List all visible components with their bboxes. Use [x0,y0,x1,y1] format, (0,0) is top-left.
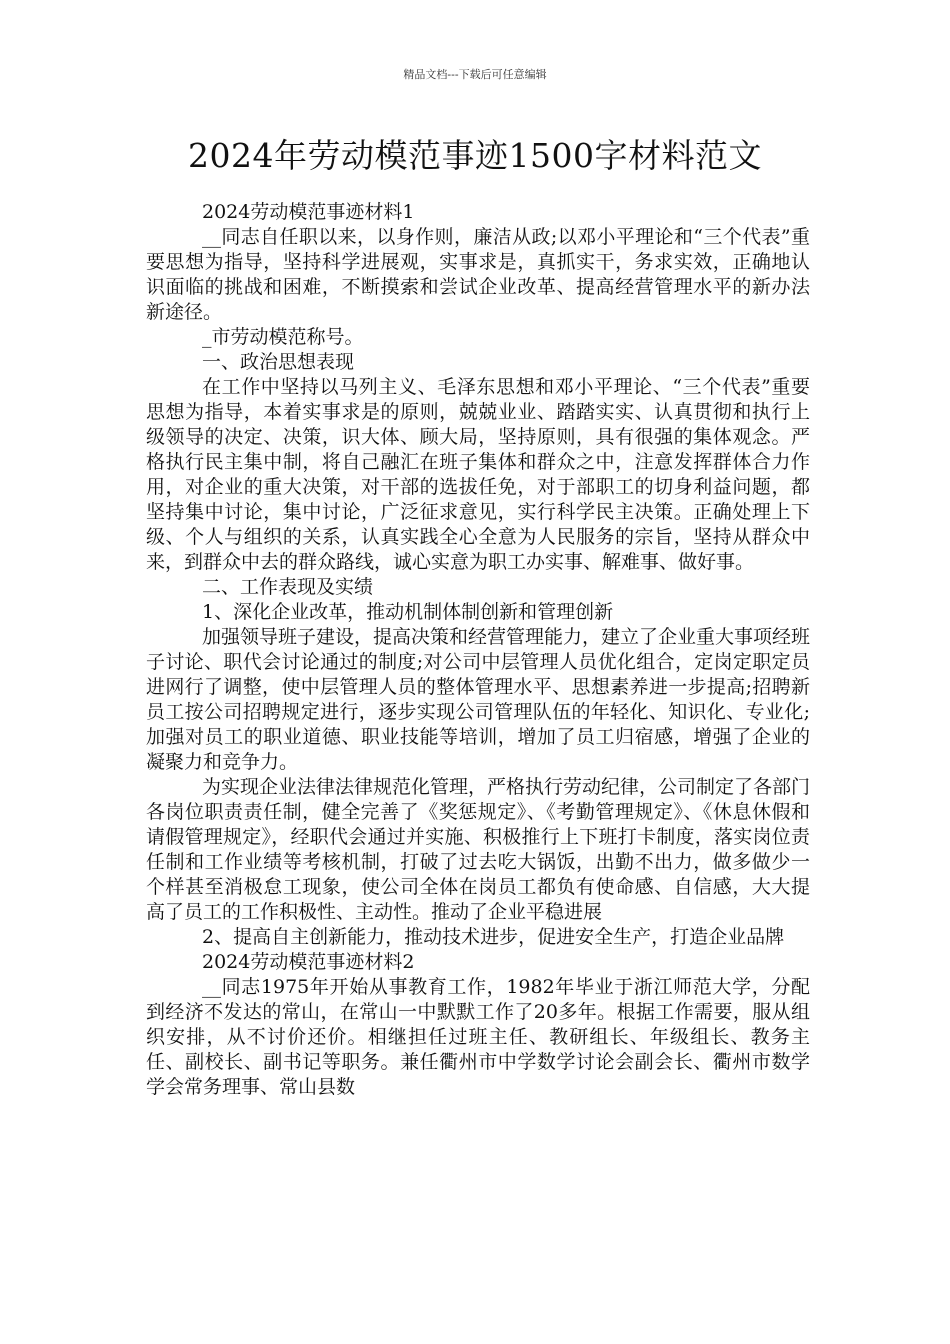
body-paragraph: 加强领导班子建设，提高决策和经营管理能力，建立了企业重大事项经班子讨论、职代会讨论通过的制度;对公司中层管理人员优化组合，定岗定职定员进网行了调整，使中层管理人员的整体管理水平、思想素养进一步提高;招聘新员工按公司招聘规定进行，逐步实现公司管理队伍的年轻化、知识化、专业化;加强对员工的职业道德、职业技能等培训，增加了员工归宿感，增强了企业的凝聚力和竞争力。 [146,626,811,773]
header-note: 精品文档---下载后可任意编辑 [403,68,547,81]
section-heading-material-2: 2024劳动模范事迹材料2 [202,951,415,973]
document-title: 2024年劳动模范事迹1500字材料范文 [188,136,762,175]
body-paragraph: 在工作中坚持以马列主义、毛泽东思想和邓小平理论、“三个代表”重要思想为指导，本着实事求是的原则，兢兢业业、踏踏实实、认真贯彻和执行上级领导的决定、决策，识大体、顾大局，坚持原则，具有很强的集体观念。严格执行民主集中制，将自己融汇在班子集体和群众之中，注意发挥群体合力作用，对企业的重大决策，对干部的选拔任免，对于部职工的切身利益问题，都坚持集中讨论，集中讨论，广泛征求意见，实行科学民主决策。正确处理上下级、个人与组织的关系，认真实践全心全意为人民服务的宗旨，坚持从群众中来，到群众中去的群众路线，诚心实意为职工办实事、解难事、做好事。 [146,376,810,573]
subsection-heading-reform: 1、深化企业改革，推动机制体制创新和管理创新 [202,601,614,623]
body-paragraph: 为实现企业法律法律规范化管理，严格执行劳动纪律，公司制定了各部门各岗位职责责任制，健全完善了《奖惩规定》、《考勤管理规定》、《休息休假和请假管理规定》，经职代会通过并实施、积极推行上下班打卡制度，落实岗位责任制和工作业绩等考核机制，打破了过去吃大锅饭，出勤不出力，做多做少一个样甚至消极怠工现象，使公司全体在岗员工都负有使命感、自信感，大大提高了员工的工作积极性、主动性。推动了企业平稳进展 [146,776,811,923]
section-heading-work: 二、工作表现及实绩 [202,576,374,598]
document-body [146,200,810,1100]
body-paragraph: __同志自任职以来，以身作则，廉洁从政;以邓小平理论和“三个代表”重要思想为指导，坚持科学进展观，实事求是，真抓实干，务求实效，正确地认识面临的挑战和困难，不断摸索和尝试企业改革、提高经营管理水平的新办法新途径。 [146,226,810,323]
body-paragraph: _市劳动模范称号。 [202,326,364,348]
section-heading-material-1: 2024劳动模范事迹材料1 [202,201,415,223]
body-paragraph: __同志1975年开始从事教育工作，1982年毕业于浙江师范大学，分配到经济不发达的常山，在常山一中默默工作了20多年。根据工作需要，服从组织安排，从不讨价还价。相继担任过班主任、教研组长、年级组长、教务主任、副校长、副书记等职务。兼任衢州市中学数学讨论会副会长、衢州市数学学会常务理事、常山县数 [146,976,810,1098]
subsection-heading-innovation: 2、提高自主创新能力，推动技术进步，促进安全生产，打造企业品牌 [202,926,785,948]
section-heading-political: 一、政治思想表现 [202,351,355,373]
